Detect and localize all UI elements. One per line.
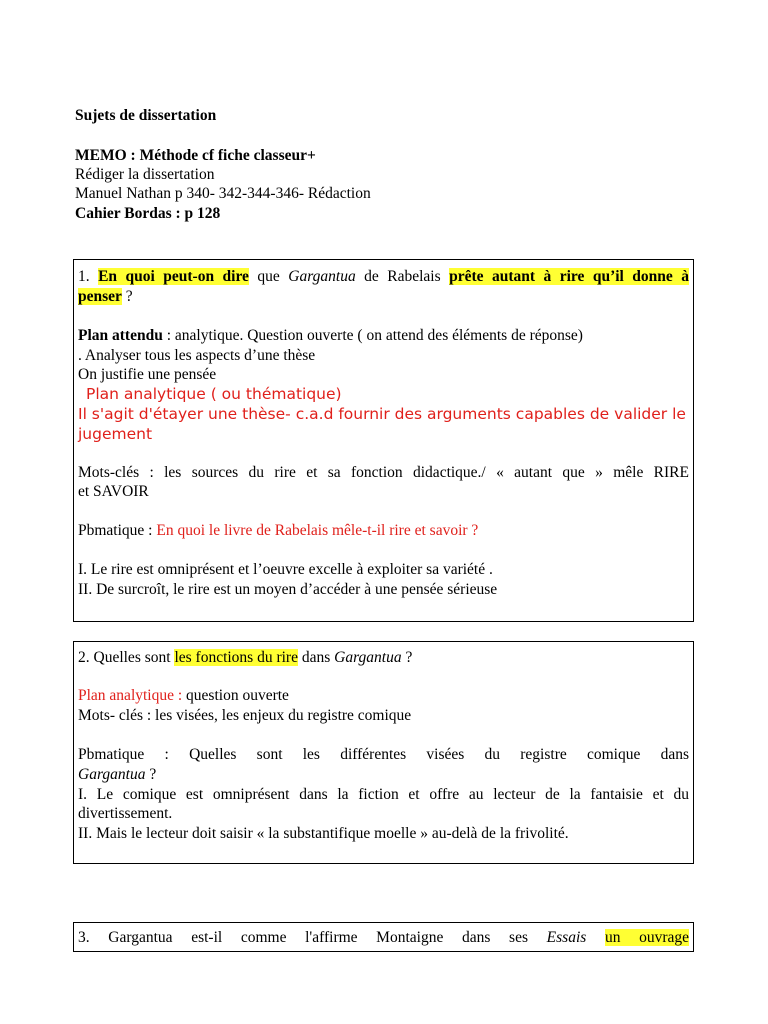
q3-question-line <box>78 928 689 948</box>
q1-text-3: ? <box>121 288 133 305</box>
q1-highlight-3: penser <box>78 288 122 305</box>
q3-highlight: un ouvrage <box>604 929 690 946</box>
q1-highlight-1: En quoi peut-on dire <box>98 268 249 285</box>
q3-text-1: 3. Gargantua est-il comme l'affirme Montaigne dans ses <box>78 929 547 946</box>
q1-motscles-line1: Mots-clés : les sources du rire et sa fonction didactique./ « autant que » mêle RIRE <box>78 464 689 481</box>
q2-plan-label: Plan analytique : <box>78 687 187 704</box>
q1-plan-label: Plan attendu <box>78 327 163 344</box>
q2-work-title: Gargantua <box>334 649 402 666</box>
q2-highlight: les fonctions du rire <box>174 649 298 666</box>
q3-text-2 <box>586 929 605 946</box>
q1-text-1: que <box>248 268 289 285</box>
q1-pbm-text: En quoi le livre de Rabelais mêle-t-il rire et savoir ? <box>156 522 479 539</box>
q2-plan-line <box>78 686 689 706</box>
q2-part-1b: divertissement. <box>78 805 173 822</box>
q1-text-2: de Rabelais <box>355 268 450 285</box>
question-1-box <box>73 259 694 622</box>
q1-pbmatique-line <box>78 521 689 541</box>
q2-text-2: dans <box>297 649 335 666</box>
q2-pbmatique-line2 <box>78 765 689 785</box>
q2-plan-text: question ouverte <box>186 687 289 704</box>
q2-part-2: II. Mais le lecteur doit saisir « la substantifique moelle » au-delà de la frivolité. <box>78 825 569 842</box>
q1-motscles-line2: et SAVOIR <box>78 483 149 500</box>
q2-text-3: ? <box>401 649 413 666</box>
q2-pbm-work-title: Gargantua <box>78 766 146 783</box>
q2-pbm-end: ? <box>145 766 157 783</box>
q1-etayer-line1: Il s'agit d'étayer une thèse- c.a.d fournir des arguments capables de valider le <box>78 405 686 423</box>
rediger-line: Rédiger la dissertation <box>75 166 215 183</box>
q3-work-title: Essais <box>546 929 587 946</box>
q1-plan-line <box>78 326 689 346</box>
q1-part-1: I. Le rire est omniprésent et l’oeuvre excelle à exploiter sa variété . <box>78 561 493 578</box>
q1-etayer-line2: jugement <box>78 425 153 443</box>
q2-question-line <box>78 648 689 668</box>
q2-part-1a: I. Le comique est omniprésent dans la fiction et offre au lecteur de la fantaisie et du <box>78 786 689 803</box>
q1-analyser-line: . Analyser tous les aspects d’une thèse <box>78 347 316 364</box>
q1-highlight-2: prête autant à rire qu’il donne à <box>449 268 689 285</box>
manuel-line: Manuel Nathan p 340- 342-344-346- Rédaction <box>75 185 371 202</box>
q1-plan-text: : analytique. Question ouverte ( on attend des éléments de réponse) <box>162 327 583 344</box>
q1-number: 1. <box>78 268 99 285</box>
q2-pbmatique-line1: Pbmatique : Quelles sont les différentes visées du registre comique dans <box>78 746 689 763</box>
q1-plan-analytique: Plan analytique ( ou thématique) <box>86 385 342 403</box>
q2-text-1: 2. Quelles sont <box>78 649 175 666</box>
q1-pbm-label: Pbmatique : <box>78 522 157 539</box>
q1-justifie-line: On justifie une pensée <box>78 366 217 383</box>
q1-question-line1 <box>78 267 689 287</box>
question-2-box <box>73 641 694 864</box>
cahier-line: Cahier Bordas : p 128 <box>75 205 221 222</box>
question-3-box <box>73 922 694 952</box>
memo-line: MEMO : Méthode cf fiche classeur+ <box>75 147 316 164</box>
q1-question-line2 <box>78 287 689 307</box>
q2-motscles-line: Mots- clés : les visées, les enjeux du registre comique <box>78 707 412 724</box>
doc-title: Sujets de dissertation <box>75 107 217 124</box>
q1-work-title: Gargantua <box>288 268 356 285</box>
q1-part-2: II. De surcroît, le rire est un moyen d’accéder à une pensée sérieuse <box>78 581 498 598</box>
